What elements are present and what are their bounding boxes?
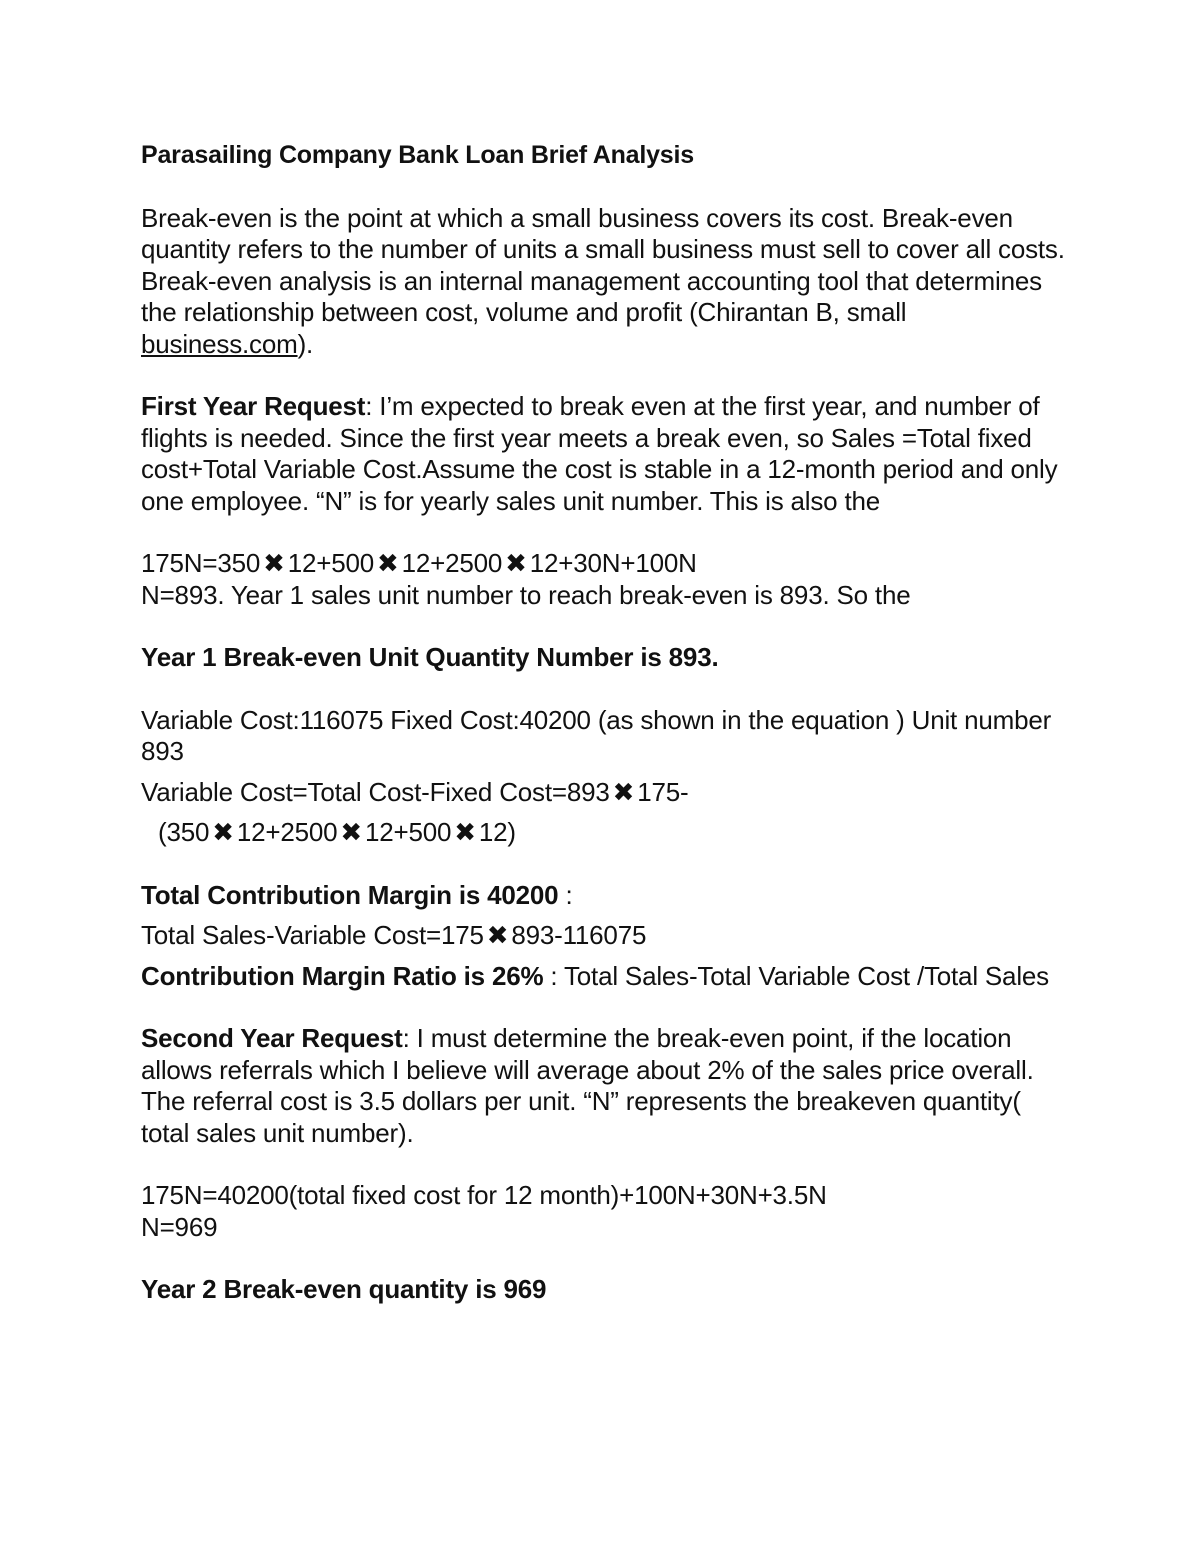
total-contribution-margin xyxy=(141,880,1071,912)
equation-part: 12+2500 xyxy=(401,548,503,578)
cmr-text: : Total Sales-Total Variable Cost /Total Sales xyxy=(543,960,1049,991)
equation-part: 175N=350 xyxy=(141,548,261,578)
second-year-conclusion-text: Year 2 Break-even quantity is 969 xyxy=(141,1274,547,1304)
intro-text: Break-even is the point at which a small business covers its cost. Break-even quantity refers to the number of units a small business must sell to cover all costs. Break-even analysis is an internal management accounting tool that determines the relationship between cost, volume and profit (Chirantan B, small xyxy=(141,202,1065,327)
times-icon: ✖ xyxy=(505,548,527,578)
times-icon: ✖ xyxy=(486,920,509,950)
equation-part: 12+30N+100N xyxy=(529,548,697,578)
first-year-result: N=893. Year 1 sales unit number to reach break-even is 893. So the xyxy=(141,579,911,610)
first-year-label: First Year Request xyxy=(141,391,366,421)
equation-part: 12+500 xyxy=(364,817,452,847)
tcm-label: Total Contribution Margin is 40200 xyxy=(141,879,559,910)
times-icon: ✖ xyxy=(612,776,635,807)
second-year-label: Second Year Request xyxy=(141,1023,403,1053)
second-year-result: N=969 xyxy=(141,1211,218,1242)
variable-cost-line3 xyxy=(141,817,1071,849)
intro-after-link: ). xyxy=(297,328,314,359)
times-icon: ✖ xyxy=(263,548,285,578)
equation-part: 893-116075 xyxy=(511,920,647,950)
times-icon: ✖ xyxy=(454,817,476,847)
business-link[interactable]: business.com xyxy=(141,328,298,359)
second-year-equation: 175N=40200(total fixed cost for 12 month)+100N+30N+3.5N xyxy=(141,1180,827,1210)
first-year-conclusion-text: Year 1 Break-even Unit Quantity Number is 893. xyxy=(141,642,719,672)
second-year-paragraph xyxy=(141,1023,1071,1149)
document-page xyxy=(141,140,1071,1306)
times-icon: ✖ xyxy=(212,817,234,847)
equation-part: 175- xyxy=(637,776,689,807)
cmr-label: Contribution Margin Ratio is 26% xyxy=(141,960,544,991)
intro-paragraph xyxy=(141,203,1071,361)
times-icon: ✖ xyxy=(377,548,399,578)
tcm-formula xyxy=(141,920,1071,952)
contribution-margin-ratio xyxy=(141,961,1071,993)
equation-part: 12) xyxy=(478,817,516,847)
first-year-paragraph xyxy=(141,391,1071,517)
variable-cost-line2 xyxy=(141,777,1071,809)
first-year-text: : I’m expected to break even at the first year, and number of flights is needed. Since the first year meets a break even, so Sales =Total fixed cost+Total Variable Cost.Assume the cost is stable in a 12-month period and only one employee. “N” is for yearly sales unit number. This is also the xyxy=(141,391,1058,516)
equation-part: Total Sales-Variable Cost=175 xyxy=(141,920,484,950)
variable-cost-line1: Variable Cost:116075 Fixed Cost:40200 (as shown in the equation ) Unit number 893 xyxy=(141,704,1052,766)
second-year-text: : I must determine the break-even point, if the location allows referrals which I believe will average about 2% of the sales price overall. The referral cost is 3.5 dollars per unit. “N” represents the breakeven quantity( total sales unit number). xyxy=(141,1023,1034,1148)
equation-part: 12+2500 xyxy=(236,817,338,847)
first-year-conclusion xyxy=(141,642,1071,674)
equation-part: 12+500 xyxy=(287,548,375,578)
equation-part: (350 xyxy=(158,817,210,847)
document-title: Parasailing Company Bank Loan Brief Analysis xyxy=(141,141,694,169)
times-icon: ✖ xyxy=(340,817,362,847)
equation-part: Variable Cost=Total Cost-Fixed Cost=893 xyxy=(141,776,610,807)
tcm-after: : xyxy=(558,879,573,910)
second-year-conclusion xyxy=(141,1274,1071,1306)
first-year-equation xyxy=(141,548,1071,580)
